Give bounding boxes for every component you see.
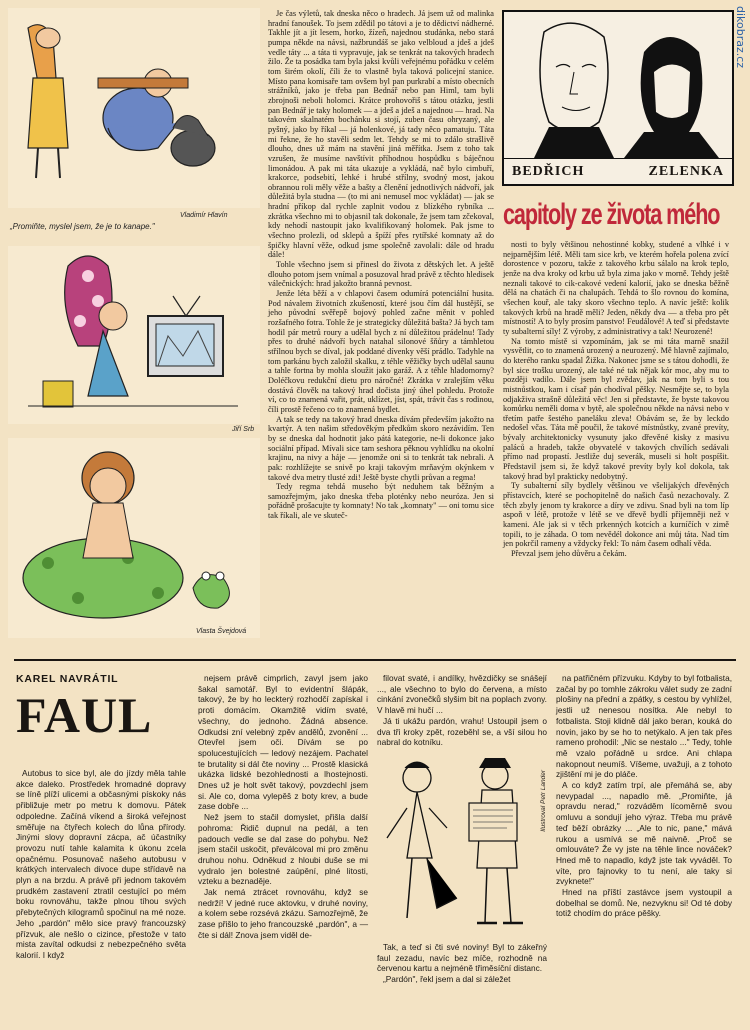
story-paragraph: Než jsem to stačil domyslet, přišla další pohroma: Řidič dupnul na pedál, a ten padouch vedle se dal zase do pohybu. Než jsem stačil uskočit, převálcoval mi pro změnu druhou nohu. Odněkud z hloubi duše se mi vydralo jen bolestné zaúpění, plné litosti, vzteku a beznaděje. — [198, 812, 368, 887]
cartoon-3-credit: Vlasta Švejdová — [196, 628, 247, 635]
story-paragraph: Tak, a teď si čti své noviny! Byl to zákeřný faul zezadu, navíc bez míče, rozhodně na červenou kartu a nejméně třiměsíční distanc. — [377, 942, 547, 974]
cartoon-1-caption: „Promiňte, myslel jsem, že je to kanape." — [10, 222, 155, 231]
column-text-col2 — [503, 240, 729, 559]
cartoon-1 — [8, 8, 260, 208]
column-paragraph: A tak se tedy na takový hrad dneska dívám především jakožto na kvartýr. A ten našim středověkým předkům skoro nezávidím. Ten by se dneska dal hodnotit jako pátá kategorie, ne-li dokonce jako sociální případ. Mívali sice tam seshora pěknou vyhlídku na okolní krajinu, na nivy a háje — jenomže oni si to tenkrát tak nebrali. A pak: rozhlížejte se snivě po kraji takovým mrňavým okýnkem v takové dva metry tlusté zdi! Ještě byste chytli průvan a regma! — [268, 414, 494, 482]
section-divider — [14, 659, 736, 661]
story-col2 — [198, 673, 368, 941]
story-col3-bottom — [377, 942, 547, 985]
column-paragraph: Na tomto místě si vzpomínám, jak se mi táta marně snažil vysvětlit, co to znamená urozený a neurozený. Mě hlavně zajímalo, do kterého ranku spadal Žižka. Nakonec jsme se s tátou dohodli, že byl sice trošku urozený, ale také né tak nějak kór moc, aby mu to později vadilo. Dále jsem byl zvědav, jak na tom byli s tou mistnůstkou, kam i císař pán chodíval pěšky. Nesmějte se, to byla odjakživa strašně důležitá věc! Jen si představte, že byste takovou komůrku neměli doma v bytě, ale společnou někde na návsi nebo v třetím patře šestého paneláku zleva! Obávám se, že by leckdo nedošel včas. Táta mě poučil, že takové místnůstky, zvané prevíty, bývaly architektonicky vysunuty jako dřevěné kisky z masivu paláců a hradeb, takže obyvatelé v takových chvílích sedávali přímo nad propastí. Jestliže duj severák, museli si holt pospíšit. Představil jsem si, že když takové prevíty byly kol dokola, tak takový hrad byl prakticky nedobytný. — [503, 336, 729, 481]
cartoon-2-credit: Jiří Srb — [232, 426, 255, 433]
cartoon-3 — [8, 438, 260, 638]
cartoon-3-drawing — [8, 438, 260, 638]
story-paragraph: „Pardón", řekl jsem a dal si záležet — [383, 974, 511, 985]
story-paragraph: na patřičném přízvuku. Kdyby to byl fotbalista, začal by po tomhle zákroku válet sudy ze zadní plošiny na přední a zpátky, s cestou by vyhlížel, jestli už nenesou nosítka. Ale nebyl to fotbalista. Stoji klidně dál jako beran, kouká do novin, jako by se ho to netýkalo. A jen tak přes rameno prohodil: „Nic se nestalo ..." Tedy, tohle mě vzalo pořádně u srdce. Ani chlapa nakopnout neumíš. Víšeme, uvažuji, a z tohoto zjištění mi je do pláče. — [556, 673, 732, 780]
site-watermark[interactable]: dikobraz.cz — [734, 6, 747, 69]
illustration-drawing — [377, 748, 547, 936]
portrait-drawing — [504, 12, 732, 158]
story-col3-top — [377, 673, 547, 748]
cartoon-1-drawing — [8, 8, 260, 208]
story-paragraph: Jak nemá ztrácet rovnováhu, když se nedrží! V jedné ruce aktovku, v druhé noviny, a kolem sebe rozsévá zkázu. Samozřejmě, že zase přišlo to jeho francouzské „pardón", a — čte si dál! Znova jsem viděl de- — [198, 887, 368, 940]
story-col1 — [16, 768, 186, 961]
story-author: KAREL NAVRÁTIL — [16, 673, 119, 685]
story-paragraph: A co když zatím trpí, ale přemáhá se, aby nevypadal ..., napadlo mě. „Promiňte, já opravdu nerad," rozváděm lícoměrně svou omluvu a sondují jeho výraz. Třeba mu právě teď běží obrázky ... „Ale to nic, pane," mává rukou a usmívá se mě naivně. „Proč se omlouváte? Že vy jste na těhle lince nováček? Hned mě to napadlo, když jste tak vyváděl. To víte, pro fajnovky to tu není, ale taky si zvyknete!" — [556, 780, 732, 887]
column-paragraph: Převzal jsem jeho důvěru a čekám. — [511, 549, 627, 558]
column-paragraph: nosti to byly většinou nehostinné kobky, studené a vlhké i v nejparnějším létě. Měli tam sice krb, ve kterém hořela polena zvící dorostence v pozoru, takže z takového krbu sálalo na krok teplo, jenže na dva kroky od krbu už byla zima jako v morně. Tehdy ještě neznali takové to cik-cakové vedení kalorií, jako se dneska běžně dělá na chatách či na chalupách. Tehdá to šlo rovnou do komína, všechen kouř, ale taky skoro všechno teplo. A navíc ještě: kolik takových krbů na hradě měli? Jeden, někdy dva — a třeba pro pět místností! A to byly prosím panstvo! Feudálové! A teď si představte ty subalterní síly! Z výroby, z administrativy a tak! Neurozené! — [503, 240, 729, 336]
column-paragraph: Jenže léta běží a v chlapovi časem odumírá potenciální husita. Pod návalem životních zkušeností, které jsou čím dál hustější, se jeho původní svěřepě bojový pohled začne měnit v pohled rozšafného fotra. Tohle že je strategicky důležitá bašta? Já bych tam hodil pár metrů roury a udělal bych z ní důležitou prádelnu! Tady přes to druhé nádvoří bych natahal silonové šňůry a támhletou střílnou bych se díval, jak poddané dívenky věší prádlo. Tadyhle na tom parkánu bych založil skalku, z téhle věžičky bych udělal saunu a tahle fortna by mohla sloužit jako garáž. A z téhle hladomorny? Doléčkovu redukční dietu pro náročné! Zkrátka v zralejším věku dostává člověk na takový hrad dočista jiný úhel pohledu. Protože ví, co to znamená vařit, prát, uklízet, jíst, spát, trávit čas s rodinou, číli prostě řečeno co to znamená bydlet. — [268, 289, 494, 414]
story-paragraph: filovat svaté, i andílky, hvězdičky se snášejí ..., ale všechno to bylo do červena, a místo cinkání zvonečků slyšim bit na poplach zvony. V hlavě mi hučí ... — [377, 673, 547, 716]
author-name-bar — [504, 158, 732, 184]
column-paragraph: Je čas výletů, tak dneska něco o hradech. Já jsem už od malinka hradní fanoušek. To jsem zdědil po tátovi a je to dědictví nádherné. Takhle jít a jít lesem, horko, žízeň, najednou studánka, nebo stará pumpa někde na návsi, nažbrundáš se jako velbloud a jdeš a jdeš vedle táty ... a táta ti vypravuje, jak se tenkrát na takových hradech žilo. Že ta posádka tam byla jaksi kvůli veřejnému pořádku v celém tom širém okolí, číli že to vlastně byla taková policejní stanice. Místo pana komisaře tam ovšem byl pan purkrabí a místo obecních strážníků, jako je třeba pan Bednář nebo pan Himl, tam byli zbrojnoši neboli holomci. Krátce prohovořiš s tátou otázku, jestli pan Bednář je taky holomek — a jdeš a jdeš a najednou — hrad. Na takovém skalnatém bochánku si stojí, zuben času ohryzaný, ale pyšný, jako by říkal — já holenkové, já tady něco pamatuju. Táta mi řekne, že ho stavěli sedm let. Tehdy se mi to zdálo strašlivě dlouho, dnes už mám na stavění jiná měřítka. Jsem z toho tak vzrušen, že musíme navštívit příhodnou hospůdku s báječnou limonádou. A pak mi táta ukazuje a vykládá, nač bylo cimbuří, krakorce, podsebití, lehké i hrubé střílny, svodný most, jakou obrannou roli měly věže a bašty a členění jednotlivých nádvoří, jak důležitá byla studna — (to mi ani nemusel moc vykládat) — jak se hradní příkop dal rychle zaplnit vodou z blízkého rybníka ... zkrátka všechno mi to objasnil tak dokonale, že jsem tam zčekoval, kdy nehodí nastoupit jako kvalifikovaný holomek. Pak jsme to všechno prolezli, od sklepů a špíží přes rytířské komnaty až do špičky hlavní věže, odkud jsme společně zavolali: dále od hradu dále! — [268, 9, 494, 260]
cartoon-column — [0, 0, 262, 640]
story-title: FAUL — [16, 687, 153, 743]
author-first-name: BEDŘICH — [512, 163, 585, 179]
series-title: capitoly ze života mého — [503, 198, 720, 231]
author-portrait — [502, 10, 734, 186]
column-paragraph: Ty subalterní síly bydlely většinou ve všelijakých dřevěných přístavcích, které se pochopitelně do našich časů nezachovaly. Z těch zbyly jenom ty krakorce a díry ve zdivu. Snad byli na tom líp aspoň v létě, protože v létě se ve dřevě bydlí příjemněji než v kameni. Ale jak si v těch prkenných kotcích a kurníčích v zimě topili, to je záhada. O tom nevědél dokonce ani můj táta. Nad tím jen pokrčil rameny a vždycky řekl: To nám časem odhalí věda. — [503, 481, 729, 549]
cartoon-2 — [8, 246, 260, 424]
cartoon-2-drawing — [8, 246, 260, 424]
story-paragraph: Hned na příští zastávce jsem vystoupil a dobelhal se domů. Ne, nezvyknu si! Od té doby totiž chodím do práce pěšky. — [556, 887, 732, 919]
story-col4 — [556, 673, 732, 919]
story-paragraph: Já ti ukážu pardón, vrahu! Ustoupil jsem o dva tři kroky zpět, rozeběhl se, a vší silou ho nabral do kotníku. — [377, 715, 547, 748]
column-paragraph: Tohle všechno jsem si přinesl do života z dětských let. A ještě dlouho potom jsem vnímal a posuzoval hrad právě z těchto hledisek válečnických: hrad jakožto branná pevnost. — [268, 260, 494, 289]
author-last-name: ZELENKA — [648, 163, 724, 179]
illustration-credit: Ilustroval Petr Lander — [540, 770, 547, 832]
cartoon-1-credit: Vladimír Hlavín — [180, 212, 228, 219]
story-paragraph: Autobus to sice byl, ale do jízdy měla tahle akce daleko. Prostředek hromadné dopravy se líně plíží ulicemi a občasnými pískoky nás přibližuje metr po metru k domovu. Pátek odpoledne. Začíná víkend a široká veřejnost směřuje na čtyřech kolech do lůna přírody. Jinými slovy dopravní zácpa, ač účastníky provozu nutí tahle kalamita k úkonu zcela opačnému. Posunovač našeho autobusu v krátkých intervalech divoce dupe střídavě na plyn a na brzdu. A právě při jednom takovém prudkém zastavení ztratil cestující po mém boku rovnováhu, takže plnou tíhou svých přebytečných kilogramů spočinul na mé noze. Jeho „pardón" mělo sice pravý francouzský přízvuk, ale nešlo o cizince, přestože v tato mista zavítal odkudsi z nebezpečného světa kalorií. I když — [16, 768, 186, 960]
column-paragraph: Tedy regma tehdá museho být neduhem tak běžným a samozřejmým, jako dneska třeba ploténky nebo neuróza. Jen si pořádně prošacujte ty komnaty! No tak „komnaty" — oni tomu sice tak říkali, ale ve skuteč- — [268, 482, 494, 521]
column-text-col1 — [268, 9, 494, 521]
story-paragraph: nejsem právě cimprlich, zavyl jsem jako šakal samotář. Byl to evidentní šlápák, takový, že by ho leckterý rozhodčí zapískal i proti domácím. Okamžitě vidím svaté, všechny, do jednoho. Žádná absence. Odkudsi zní velebný zpěv andělů, zvonění ... Otevřel jsem oči. Dívám se po spolucestujících — ledový nezájem. Pachatel te brutality si dál čte noviny ... Prostě klasická ukázka lidské bezohlednosti a lhostejnosti. Dnes už je holt svět takový, povzdechl jsem si. Ale co, doma vylepěš z boty krev, a bude zase dobře ... — [198, 673, 368, 812]
story-illustration — [377, 748, 547, 936]
